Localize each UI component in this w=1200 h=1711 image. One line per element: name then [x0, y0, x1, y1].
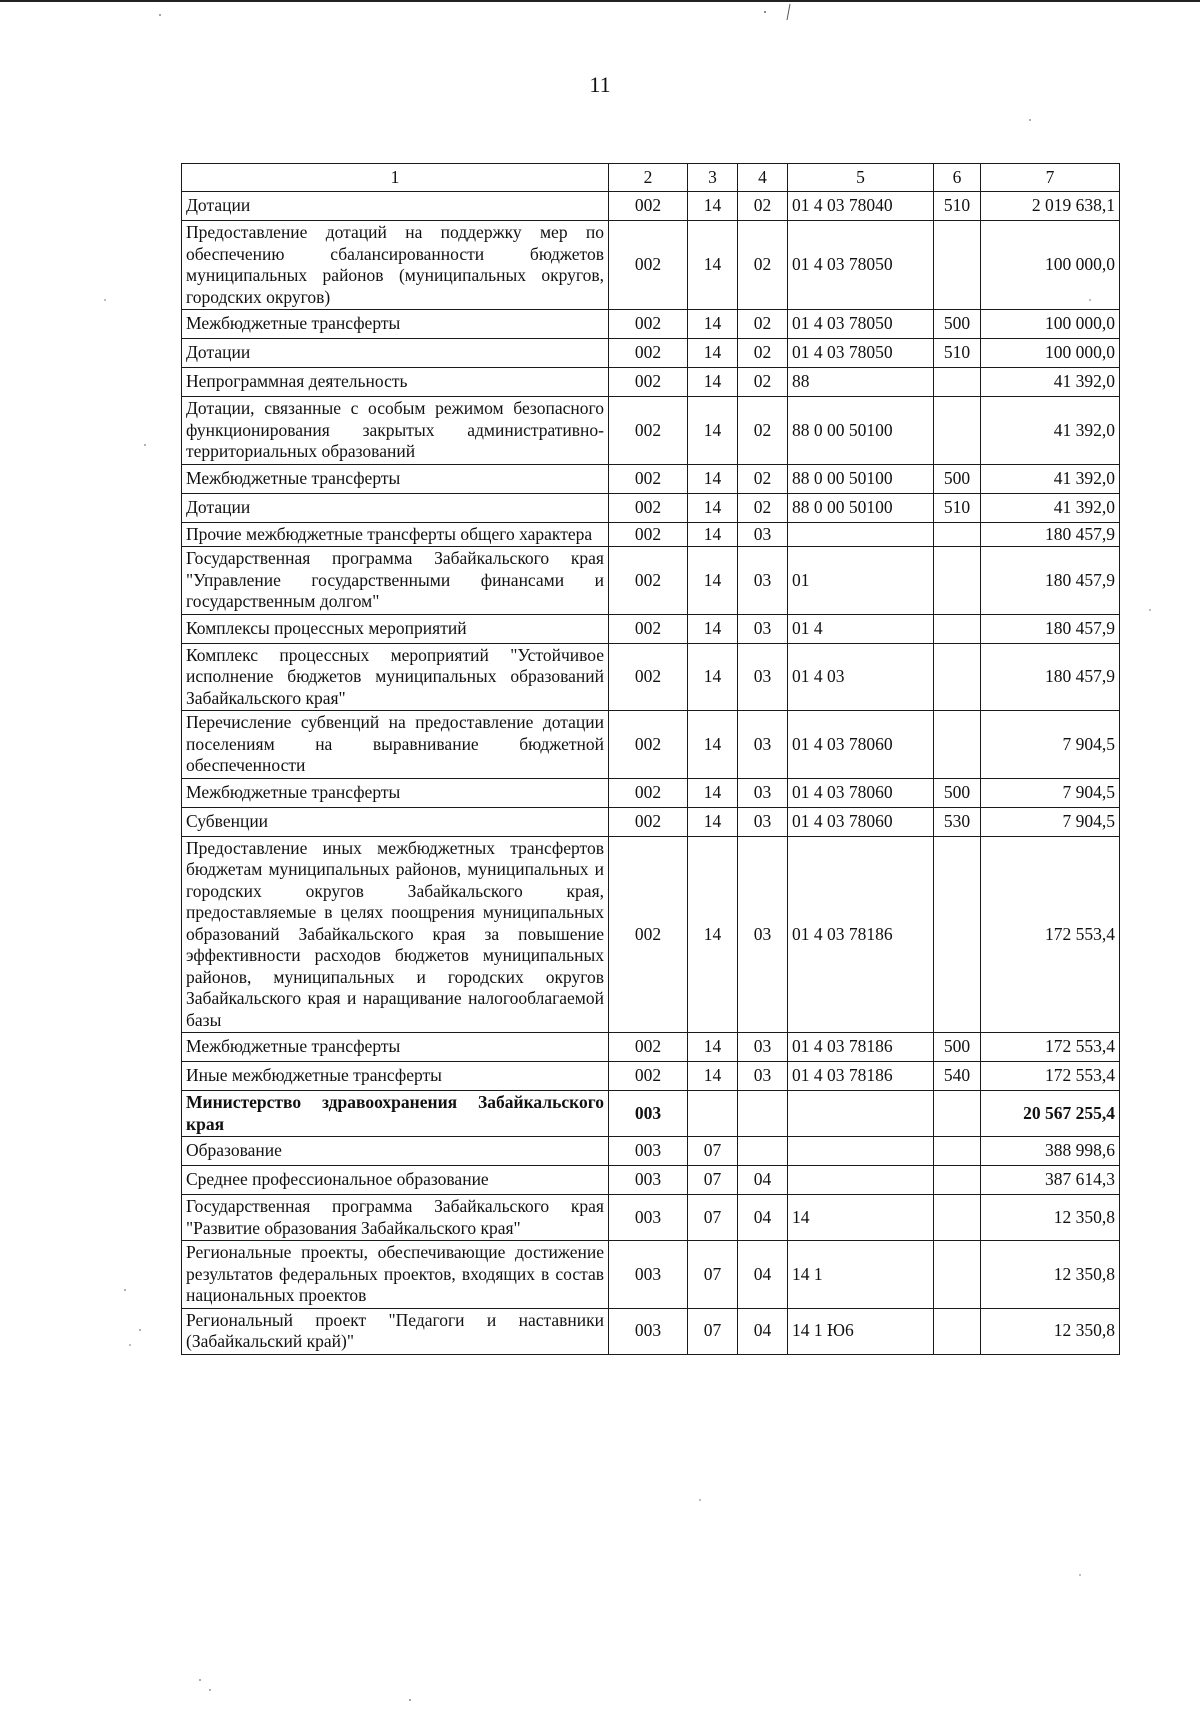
table-row — [182, 643, 1120, 711]
row-target-article-cell: 01 4 — [788, 614, 934, 643]
row-section-cell: 07 — [688, 1195, 738, 1241]
header-col-7: 7 — [981, 164, 1120, 192]
row-admin-code-cell: 003 — [609, 1166, 688, 1195]
row-name-cell: Межбюджетные трансферты — [182, 1033, 609, 1062]
row-name-cell: Иные межбюджетные трансферты — [182, 1062, 609, 1091]
row-target-article-cell: 01 4 03 78050 — [788, 221, 934, 310]
row-target-article-cell: 01 4 03 78186 — [788, 836, 934, 1033]
row-section-cell: 14 — [688, 1062, 738, 1091]
row-admin-code-cell: 003 — [609, 1137, 688, 1166]
row-subsection-cell: 03 — [738, 1033, 788, 1062]
row-admin-code-cell: 003 — [609, 1091, 688, 1137]
row-subsection-cell: 03 — [738, 614, 788, 643]
row-amount-cell: 7 904,5 — [981, 807, 1120, 836]
row-target-article-cell: 14 1 Ю6 — [788, 1308, 934, 1354]
row-subsection-cell: 04 — [738, 1241, 788, 1309]
row-target-article-cell: 14 1 — [788, 1241, 934, 1309]
row-name-cell: Дотации, связанные с особым режимом безопасного функционирования закрытых административно-территориальных образований — [182, 397, 609, 465]
row-expense-type-cell — [934, 397, 981, 465]
table-row — [182, 614, 1120, 643]
row-amount-cell: 41 392,0 — [981, 397, 1120, 465]
row-admin-code-cell: 002 — [609, 493, 688, 522]
row-section-cell: 14 — [688, 192, 738, 221]
row-target-article-cell: 01 4 03 78060 — [788, 807, 934, 836]
row-target-article-cell — [788, 522, 934, 547]
row-admin-code-cell: 002 — [609, 1033, 688, 1062]
table-row — [182, 1091, 1120, 1137]
row-target-article-cell: 01 4 03 78040 — [788, 192, 934, 221]
row-amount-cell: 172 553,4 — [981, 836, 1120, 1033]
table-header-row — [182, 164, 1120, 192]
table-row — [182, 310, 1120, 339]
row-subsection-cell: 03 — [738, 836, 788, 1033]
row-amount-cell: 7 904,5 — [981, 778, 1120, 807]
row-amount-cell: 41 392,0 — [981, 464, 1120, 493]
row-target-article-cell: 14 — [788, 1195, 934, 1241]
row-section-cell: 14 — [688, 310, 738, 339]
row-subsection-cell: 03 — [738, 547, 788, 615]
row-name-cell: Межбюджетные трансферты — [182, 778, 609, 807]
row-expense-type-cell: 530 — [934, 807, 981, 836]
row-admin-code-cell: 002 — [609, 339, 688, 368]
row-expense-type-cell — [934, 1241, 981, 1309]
row-name-cell: Межбюджетные трансферты — [182, 464, 609, 493]
row-admin-code-cell: 002 — [609, 310, 688, 339]
row-admin-code-cell: 002 — [609, 368, 688, 397]
row-amount-cell: 180 457,9 — [981, 522, 1120, 547]
row-expense-type-cell — [934, 1166, 981, 1195]
row-section-cell: 14 — [688, 807, 738, 836]
row-name-cell: Дотации — [182, 192, 609, 221]
table-row — [182, 547, 1120, 615]
row-section-cell: 07 — [688, 1137, 738, 1166]
table-row — [182, 493, 1120, 522]
row-section-cell: 14 — [688, 547, 738, 615]
table-row — [182, 1241, 1120, 1309]
row-expense-type-cell: 510 — [934, 192, 981, 221]
row-admin-code-cell: 002 — [609, 711, 688, 779]
row-section-cell: 14 — [688, 464, 738, 493]
row-name-cell: Межбюджетные трансферты — [182, 310, 609, 339]
row-name-cell: Образование — [182, 1137, 609, 1166]
row-name-cell: Министерство здравоохранения Забайкальского края — [182, 1091, 609, 1137]
row-amount-cell: 12 350,8 — [981, 1241, 1120, 1309]
row-target-article-cell: 01 4 03 78186 — [788, 1062, 934, 1091]
row-subsection-cell: 04 — [738, 1308, 788, 1354]
row-name-cell: Государственная программа Забайкальского края "Развитие образования Забайкальского края" — [182, 1195, 609, 1241]
row-subsection-cell — [738, 1091, 788, 1137]
row-admin-code-cell: 002 — [609, 522, 688, 547]
row-target-article-cell: 01 4 03 78060 — [788, 778, 934, 807]
row-section-cell: 14 — [688, 493, 738, 522]
row-target-article-cell: 01 4 03 78050 — [788, 310, 934, 339]
row-amount-cell: 172 553,4 — [981, 1062, 1120, 1091]
row-expense-type-cell — [934, 1137, 981, 1166]
row-subsection-cell: 02 — [738, 464, 788, 493]
row-expense-type-cell: 510 — [934, 339, 981, 368]
scan-top-edge — [0, 0, 1200, 2]
row-admin-code-cell: 002 — [609, 192, 688, 221]
table-row — [182, 1062, 1120, 1091]
row-amount-cell: 2 019 638,1 — [981, 192, 1120, 221]
table-row — [182, 807, 1120, 836]
row-subsection-cell: 03 — [738, 1062, 788, 1091]
row-amount-cell: 388 998,6 — [981, 1137, 1120, 1166]
header-col-1: 1 — [182, 164, 609, 192]
table-row — [182, 368, 1120, 397]
row-expense-type-cell — [934, 368, 981, 397]
row-admin-code-cell: 002 — [609, 778, 688, 807]
row-expense-type-cell: 500 — [934, 464, 981, 493]
row-amount-cell: 100 000,0 — [981, 339, 1120, 368]
table-row — [182, 836, 1120, 1033]
row-name-cell: Субвенции — [182, 807, 609, 836]
row-amount-cell: 7 904,5 — [981, 711, 1120, 779]
row-target-article-cell: 01 — [788, 547, 934, 615]
row-target-article-cell — [788, 1137, 934, 1166]
row-target-article-cell: 01 4 03 78050 — [788, 339, 934, 368]
row-expense-type-cell: 500 — [934, 310, 981, 339]
row-section-cell: 14 — [688, 643, 738, 711]
row-amount-cell: 100 000,0 — [981, 310, 1120, 339]
row-expense-type-cell: 540 — [934, 1062, 981, 1091]
row-subsection-cell: 04 — [738, 1166, 788, 1195]
table-row — [182, 711, 1120, 779]
row-admin-code-cell: 002 — [609, 221, 688, 310]
row-subsection-cell: 04 — [738, 1195, 788, 1241]
table-row — [182, 522, 1120, 547]
row-name-cell: Перечисление субвенций на предоставление дотации поселениям на выравнивание бюджетной обеспеченности — [182, 711, 609, 779]
row-amount-cell: 100 000,0 — [981, 221, 1120, 310]
row-subsection-cell: 02 — [738, 221, 788, 310]
row-amount-cell: 20 567 255,4 — [981, 1091, 1120, 1137]
table-row — [182, 1137, 1120, 1166]
row-amount-cell: 12 350,8 — [981, 1308, 1120, 1354]
table-row — [182, 192, 1120, 221]
row-target-article-cell — [788, 1166, 934, 1195]
row-name-cell: Дотации — [182, 493, 609, 522]
row-expense-type-cell — [934, 547, 981, 615]
budget-table — [181, 163, 1120, 1355]
row-section-cell: 14 — [688, 836, 738, 1033]
header-col-6: 6 — [934, 164, 981, 192]
row-subsection-cell: 02 — [738, 310, 788, 339]
table-row — [182, 464, 1120, 493]
header-col-4: 4 — [738, 164, 788, 192]
row-subsection-cell: 02 — [738, 339, 788, 368]
header-col-3: 3 — [688, 164, 738, 192]
table-row — [182, 221, 1120, 310]
row-expense-type-cell — [934, 1091, 981, 1137]
row-section-cell: 14 — [688, 368, 738, 397]
row-amount-cell: 180 457,9 — [981, 614, 1120, 643]
row-admin-code-cell: 002 — [609, 836, 688, 1033]
row-name-cell: Комплекс процессных мероприятий "Устойчивое исполнение бюджетов муниципальных образований Забайкальского края" — [182, 643, 609, 711]
row-target-article-cell: 88 — [788, 368, 934, 397]
row-expense-type-cell — [934, 643, 981, 711]
table-row — [182, 1033, 1120, 1062]
row-name-cell: Непрограммная деятельность — [182, 368, 609, 397]
row-name-cell: Предоставление иных межбюджетных трансфертов бюджетам муниципальных районов, муниципальных и городских округов Забайкальского края, предоставляемые в целях поощрения муниципальных образований Забайкальского края за повышение эффективности расходов бюджетов муниципальных районов, муниципальных и городских округов Забайкальского края и наращивание налогооблагаемой базы — [182, 836, 609, 1033]
row-name-cell: Региональный проект "Педагоги и наставники (Забайкальский край)" — [182, 1308, 609, 1354]
header-col-2: 2 — [609, 164, 688, 192]
row-admin-code-cell: 002 — [609, 614, 688, 643]
row-target-article-cell: 88 0 00 50100 — [788, 397, 934, 465]
row-subsection-cell: 02 — [738, 493, 788, 522]
row-name-cell: Комплексы процессных мероприятий — [182, 614, 609, 643]
page-number: 11 — [589, 72, 611, 97]
row-target-article-cell: 01 4 03 78186 — [788, 1033, 934, 1062]
row-section-cell: 07 — [688, 1166, 738, 1195]
row-expense-type-cell — [934, 711, 981, 779]
row-section-cell: 14 — [688, 397, 738, 465]
row-name-cell: Дотации — [182, 339, 609, 368]
table-body — [182, 192, 1120, 1355]
row-expense-type-cell — [934, 221, 981, 310]
row-expense-type-cell: 500 — [934, 1033, 981, 1062]
row-amount-cell: 180 457,9 — [981, 547, 1120, 615]
row-expense-type-cell — [934, 836, 981, 1033]
row-name-cell: Региональные проекты, обеспечивающие достижение результатов федеральных проектов, входящих в состав национальных проектов — [182, 1241, 609, 1309]
table-row — [182, 1166, 1120, 1195]
row-name-cell: Среднее профессиональное образование — [182, 1166, 609, 1195]
row-subsection-cell: 03 — [738, 778, 788, 807]
row-subsection-cell: 03 — [738, 711, 788, 779]
row-target-article-cell: 01 4 03 78060 — [788, 711, 934, 779]
row-subsection-cell: 03 — [738, 807, 788, 836]
table-row — [182, 1195, 1120, 1241]
row-subsection-cell — [738, 1137, 788, 1166]
row-admin-code-cell: 002 — [609, 464, 688, 493]
row-admin-code-cell: 003 — [609, 1308, 688, 1354]
row-amount-cell: 180 457,9 — [981, 643, 1120, 711]
row-subsection-cell: 02 — [738, 397, 788, 465]
row-name-cell: Прочие межбюджетные трансферты общего характера — [182, 522, 609, 547]
row-amount-cell: 387 614,3 — [981, 1166, 1120, 1195]
row-amount-cell: 172 553,4 — [981, 1033, 1120, 1062]
table-row — [182, 1308, 1120, 1354]
row-section-cell: 14 — [688, 522, 738, 547]
row-section-cell: 07 — [688, 1308, 738, 1354]
row-section-cell: 14 — [688, 221, 738, 310]
row-admin-code-cell: 002 — [609, 643, 688, 711]
row-expense-type-cell: 510 — [934, 493, 981, 522]
row-section-cell — [688, 1091, 738, 1137]
row-subsection-cell: 02 — [738, 192, 788, 221]
row-target-article-cell — [788, 1091, 934, 1137]
row-expense-type-cell — [934, 1308, 981, 1354]
row-subsection-cell: 02 — [738, 368, 788, 397]
row-admin-code-cell: 002 — [609, 807, 688, 836]
row-section-cell: 14 — [688, 614, 738, 643]
table-row — [182, 397, 1120, 465]
row-section-cell: 14 — [688, 711, 738, 779]
row-target-article-cell: 88 0 00 50100 — [788, 493, 934, 522]
table-row — [182, 339, 1120, 368]
row-amount-cell: 41 392,0 — [981, 368, 1120, 397]
row-target-article-cell: 01 4 03 — [788, 643, 934, 711]
row-name-cell: Предоставление дотаций на поддержку мер по обеспечению сбалансированности бюджетов муниципальных районов (муниципальных округов, городских округов) — [182, 221, 609, 310]
header-col-5: 5 — [788, 164, 934, 192]
row-expense-type-cell: 500 — [934, 778, 981, 807]
row-admin-code-cell: 002 — [609, 397, 688, 465]
row-amount-cell: 41 392,0 — [981, 493, 1120, 522]
row-amount-cell: 12 350,8 — [981, 1195, 1120, 1241]
row-expense-type-cell — [934, 614, 981, 643]
row-expense-type-cell — [934, 1195, 981, 1241]
row-subsection-cell: 03 — [738, 643, 788, 711]
row-section-cell: 14 — [688, 778, 738, 807]
row-subsection-cell: 03 — [738, 522, 788, 547]
row-admin-code-cell: 003 — [609, 1195, 688, 1241]
row-target-article-cell: 88 0 00 50100 — [788, 464, 934, 493]
row-section-cell: 14 — [688, 339, 738, 368]
row-expense-type-cell — [934, 522, 981, 547]
row-admin-code-cell: 003 — [609, 1241, 688, 1309]
row-section-cell: 14 — [688, 1033, 738, 1062]
row-admin-code-cell: 002 — [609, 1062, 688, 1091]
row-name-cell: Государственная программа Забайкальского края "Управление государственными финансами и государственным долгом" — [182, 547, 609, 615]
table-row — [182, 778, 1120, 807]
row-admin-code-cell: 002 — [609, 547, 688, 615]
row-section-cell: 07 — [688, 1241, 738, 1309]
